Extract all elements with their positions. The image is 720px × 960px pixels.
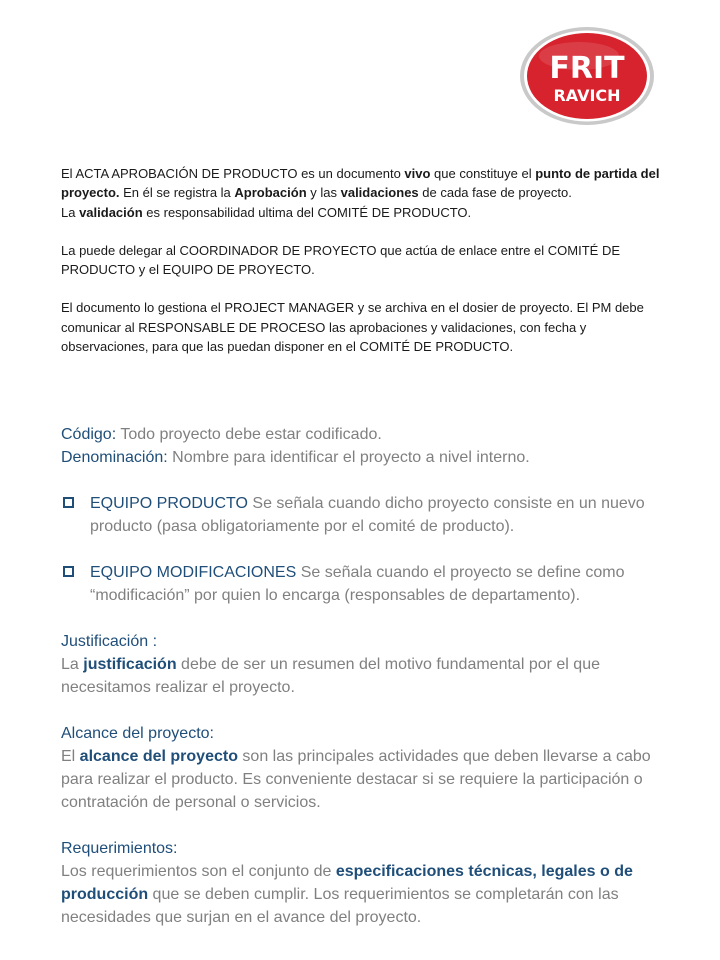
codigo-line [61, 423, 681, 446]
denominacion-text: Nombre para identificar el proyecto a nivel interno. [167, 449, 530, 466]
justificacion-body: La justificación debe de ser un resumen del motivo fundamental por el que necesitamos realizar el proyecto. [61, 656, 600, 696]
justificacion-heading: Justificación : [61, 633, 158, 650]
alcance-heading: Alcance del proyecto: [61, 725, 214, 742]
emphasis-text: Aprobación [234, 185, 307, 201]
emphasis-text: validación [79, 204, 143, 220]
checkbox-square-icon [63, 566, 74, 577]
intro-paragraph-2: La validación es responsabilidad ultima del COMITÉ DE PRODUCTO. [61, 204, 472, 220]
bullet-label: EQUIPO PRODUCTO [90, 495, 248, 512]
codigo-label: Código: [61, 426, 117, 443]
bullet-text: Se señala cuando el proyecto se define como “modificación” por quien lo encarga (responsables de departamento). [90, 564, 625, 604]
frit-ravich-logo [519, 26, 655, 126]
bullet-equipo-modificaciones [61, 561, 681, 607]
codigo-text: Todo proyecto debe estar codificado. [116, 426, 382, 443]
requerimientos-heading: Requerimientos: [61, 840, 178, 857]
intro-paragraph-3: La puede delegar al COORDINADOR DE PROYECTO que actúa de enlace entre el COMITÉ DE PRODUCTO y el EQUIPO DE PROYECTO. [61, 242, 621, 278]
logo-text-ravich: RAVICH [553, 86, 621, 105]
main-section [61, 423, 681, 929]
denominacion-line [61, 446, 681, 469]
denominacion-label: Denominación: [61, 449, 168, 466]
bullet-equipo-producto [61, 492, 681, 538]
intro-section [61, 164, 661, 356]
emphasis-text: especificaciones técnicas, legales o de producción [61, 863, 633, 903]
emphasis-text: vivo [404, 166, 431, 181]
emphasis-text: punto de partida del proyecto. [61, 166, 660, 201]
intro-paragraph-1: El ACTA APROBACIÓN DE PRODUCTO es un documento vivo que constituye el punto de partida del proyecto. En él se registra la Aprobación y las validaciones de cada fase de proyecto. [61, 166, 660, 201]
emphasis-text: validaciones [340, 185, 419, 201]
emphasis-text: alcance del proyecto [79, 748, 238, 765]
intro-paragraph-4: El documento lo gestiona el PROJECT MANAGER y se archiva en el dosier de proyecto. El PM debe comunicar al RESPONSABLE DE PROCESO las aprobaciones y validaciones, con fecha y observaciones, para que las puedan disponer en el COMITÉ DE PRODUCTO. [61, 300, 644, 355]
alcance-body: El alcance del proyecto son las principales actividades que deben llevarse a cabo para realizar el producto. Es conveniente destacar si se requiere la participación o contratación de personal o servicios. [61, 748, 651, 811]
emphasis-text: justificación [83, 656, 177, 673]
requerimientos-body: Los requerimientos son el conjunto de especificaciones técnicas, legales o de producción que se deben cumplir. Los requerimientos se completarán con las necesidades que surjan en el avance del proyecto. [61, 863, 633, 926]
logo-text-frit: FRIT [549, 51, 625, 86]
bullet-label: EQUIPO MODIFICACIONES [90, 564, 297, 581]
checkbox-square-icon [63, 497, 74, 508]
bullet-text: Se señala cuando dicho proyecto consiste en un nuevo producto (pasa obligatoriamente por el comité de producto). [90, 495, 645, 535]
